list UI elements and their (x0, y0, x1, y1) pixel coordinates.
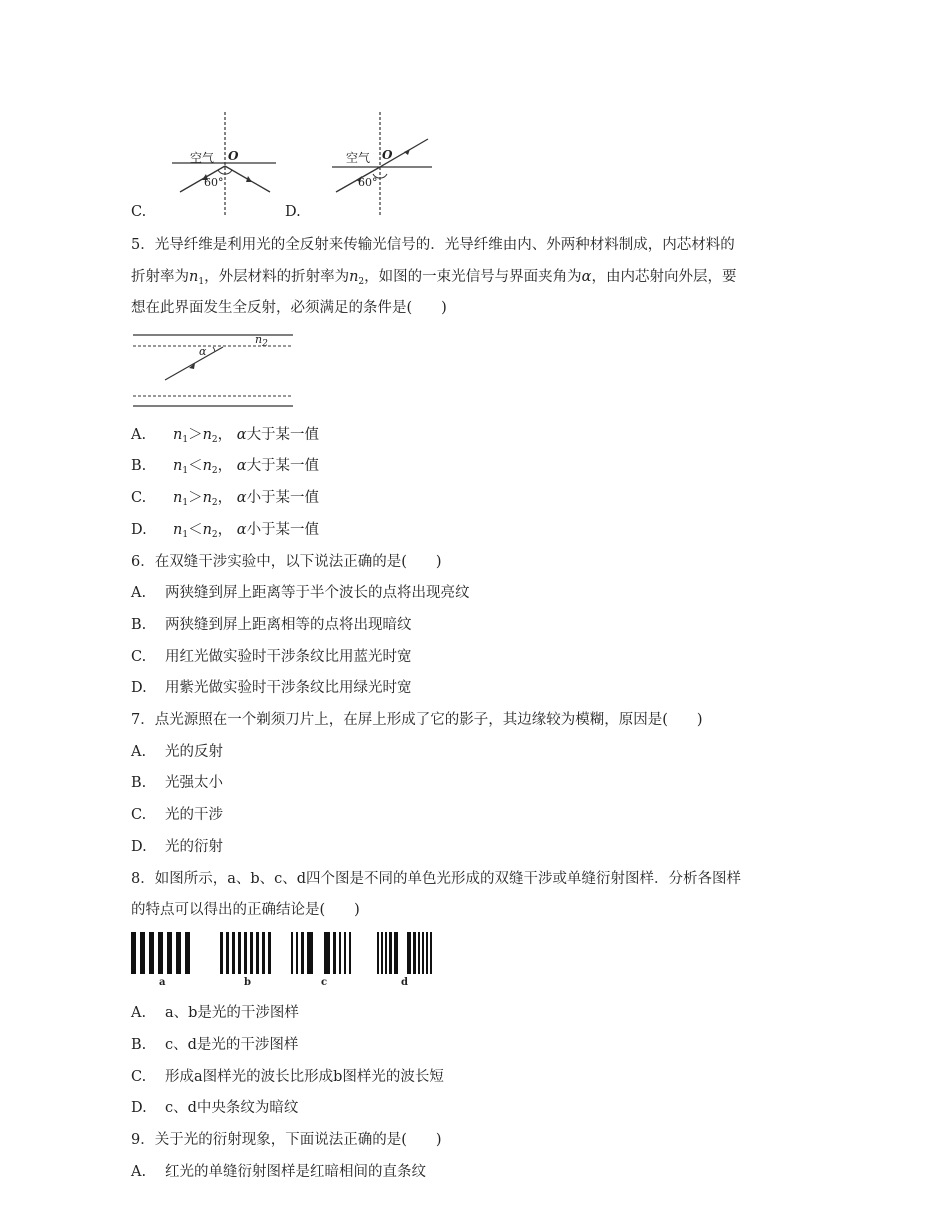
q5-n-symbol: n (202, 522, 212, 538)
q4-figure-c (168, 110, 288, 220)
option-letter: C. (131, 1069, 147, 1085)
option-text: 形成a图样光的波长比形成b图样光的波长短 (165, 1069, 444, 1085)
fringe-pattern-c (291, 932, 351, 974)
q8-stem-line1: 8．如图所示，a、b、c、d四个图是不同的单色光形成的双缝干涉或单缝衍射图样．分析各图样 (131, 871, 742, 887)
q5-n-subscript: 1 (182, 466, 189, 476)
q5-stem-text: ，由内芯射向外层，要 (591, 269, 737, 285)
q5-n-subscript: 1 (182, 435, 189, 445)
option-letter: A. (131, 1164, 147, 1180)
option-text: c、d是光的干涉图样 (165, 1037, 299, 1053)
q5-alpha-symbol: α (236, 427, 247, 443)
q9-stem: 9．关于光的衍射现象，下面说法正确的是( ) (131, 1132, 442, 1148)
q6-option-d[interactable] (131, 678, 412, 698)
option-letter: D. (131, 522, 147, 538)
q6-stem: 6．在双缝干涉实验中，以下说法正确的是( ) (131, 554, 442, 570)
q5-stem-text: ，如图的一束光信号与界面夹角为 (364, 269, 582, 285)
q8-option-d[interactable] (131, 1098, 298, 1118)
q5-n-subscript: 1 (182, 498, 189, 508)
option-text: 光强太小 (165, 775, 223, 791)
q5-alpha-symbol: α (236, 490, 247, 506)
q5-relation: ＜ (188, 522, 203, 538)
option-text: 小于某一值 (246, 522, 320, 538)
q8-option-c[interactable] (131, 1067, 444, 1087)
option-letter: A. (131, 744, 147, 760)
option-letter: B. (131, 617, 147, 633)
option-letter: A. (131, 1005, 147, 1021)
q5-relation: ＞ (188, 427, 203, 443)
q5-alpha-symbol: α (236, 458, 247, 474)
q4-c-air-label: 空气 (190, 151, 215, 165)
q7-option-b[interactable] (131, 773, 223, 793)
q4-d-air-label: 空气 (346, 151, 371, 165)
q5-option-b[interactable]: B. $n_1<n_2$， α大于某一值 (131, 458, 320, 476)
option-letter: B. (131, 458, 147, 474)
option-text: 大于某一值 (246, 427, 320, 443)
option-letter: B. (131, 775, 147, 791)
option-text: 用紫光做实验时干涉条纹比用绿光时宽 (165, 680, 412, 696)
option-text: 小于某一值 (246, 490, 320, 506)
option-text: 用红光做实验时干涉条纹比用蓝光时宽 (165, 649, 412, 665)
option-letter: C. (131, 490, 147, 506)
q5-alpha-symbol: α (236, 522, 247, 538)
q5-option-a[interactable]: A. $n_1>n_2$， α大于某一值 (131, 427, 320, 445)
q6-option-a[interactable] (131, 583, 470, 603)
q7-stem: 7．点光源照在一个剃须刀片上，在屏上形成了它的影子，其边缘较为模糊，原因是( ) (131, 712, 703, 728)
option-letter: C. (131, 807, 147, 823)
option-text: c、d中央条纹为暗纹 (165, 1100, 299, 1116)
q8-fig-label-c: c (321, 977, 328, 988)
option-letter: D. (131, 1100, 147, 1116)
option-letter: D. (131, 839, 147, 855)
q5-stem-line3: 想在此界面发生全反射，必须满足的条件是( ) (131, 300, 447, 316)
q5-n-symbol: n (173, 522, 183, 538)
q5-n-symbol: n (173, 458, 183, 474)
q5-fig-n-subscript: 2 (262, 339, 268, 349)
q5-n-symbol: n (173, 427, 183, 443)
q7-option-d[interactable] (131, 837, 223, 857)
q5-relation: ＞ (188, 490, 203, 506)
q4-d-o-label: O (382, 148, 393, 162)
q7-option-a[interactable] (131, 742, 223, 762)
q5-option-d[interactable]: D. $n_1<n_2$， α小于某一值 (131, 522, 320, 540)
q5-n-subscript: 2 (211, 530, 218, 540)
q8-fig-label-a: a (159, 977, 166, 988)
q6-option-b[interactable] (131, 615, 412, 635)
option-text: 光的衍射 (165, 839, 223, 855)
q5-n-subscript: 1 (182, 530, 189, 540)
q8-option-b[interactable] (131, 1035, 298, 1055)
q4-c-o-label: O (228, 149, 239, 163)
q8-fig-label-b: b (244, 977, 251, 988)
q9-option-a[interactable] (131, 1162, 426, 1182)
q5-stem-text: 折射率为 (131, 269, 189, 285)
q5-fig-n-symbol: n (255, 333, 263, 346)
option-text: 光的反射 (165, 744, 223, 760)
q5-fiber-figure (131, 332, 301, 412)
q5-n-symbol: n (189, 269, 199, 285)
q8-fig-label-d: d (401, 977, 408, 988)
option-text: 红光的单缝衍射图样是红暗相间的直条纹 (165, 1164, 426, 1180)
q5-n-subscript: 2 (358, 277, 365, 287)
q5-n-symbol: n (202, 458, 212, 474)
q5-n-symbol: n (202, 490, 212, 506)
q5-n-subscript: 2 (211, 435, 218, 445)
q5-fig-alpha-label: α (199, 345, 207, 358)
option-letter: A. (131, 427, 147, 443)
q5-n-symbol: n (349, 269, 359, 285)
option-text: 光的干涉 (165, 807, 223, 823)
q5-fig-n2-label (255, 333, 268, 349)
q4-c-angle-label: 60° (204, 176, 224, 189)
q8-fringe-patterns (131, 932, 451, 980)
q5-n-subscript: 1 (198, 277, 205, 287)
option-letter: D. (131, 680, 147, 696)
q5-n-symbol: n (173, 490, 183, 506)
q6-option-c[interactable] (131, 647, 412, 667)
option-text: 两狭缝到屏上距离相等的点将出现暗纹 (165, 617, 412, 633)
q4-d-angle-label: 60° (358, 176, 378, 189)
option-text: 两狭缝到屏上距离等于半个波长的点将出现亮纹 (165, 585, 470, 601)
q8-option-a[interactable] (131, 1003, 299, 1023)
option-text: a、b是光的干涉图样 (165, 1005, 299, 1021)
q5-stem-text: ，外层材料的折射率为 (204, 269, 350, 285)
q5-option-c[interactable]: C. $n_1>n_2$， α小于某一值 (131, 490, 320, 508)
q5-n-subscript: 2 (211, 466, 218, 476)
q7-option-c[interactable] (131, 805, 223, 825)
q5-stem-line2 (131, 267, 736, 292)
fringe-pattern-a (131, 932, 190, 974)
fringe-pattern-d (377, 932, 432, 974)
q4-option-c-label: C. (131, 204, 147, 220)
option-letter: C. (131, 649, 147, 665)
q5-alpha-symbol: α (581, 269, 592, 285)
q8-stem-line2: 的特点可以得出的正确结论是( ) (131, 902, 360, 918)
option-letter: B. (131, 1037, 147, 1053)
q5-n-symbol: n (202, 427, 212, 443)
q4-option-d-label: D. (285, 204, 301, 220)
q5-relation: ＜ (188, 458, 203, 474)
q5-stem-line1: 5．光导纤维是利用光的全反射来传输光信号的．光导纤维由内、外两种材料制成，内芯材料的 (131, 237, 735, 253)
fringe-pattern-b (220, 932, 271, 974)
q5-n-subscript: 2 (211, 498, 218, 508)
option-text: 大于某一值 (246, 458, 320, 474)
option-letter: A. (131, 585, 147, 601)
